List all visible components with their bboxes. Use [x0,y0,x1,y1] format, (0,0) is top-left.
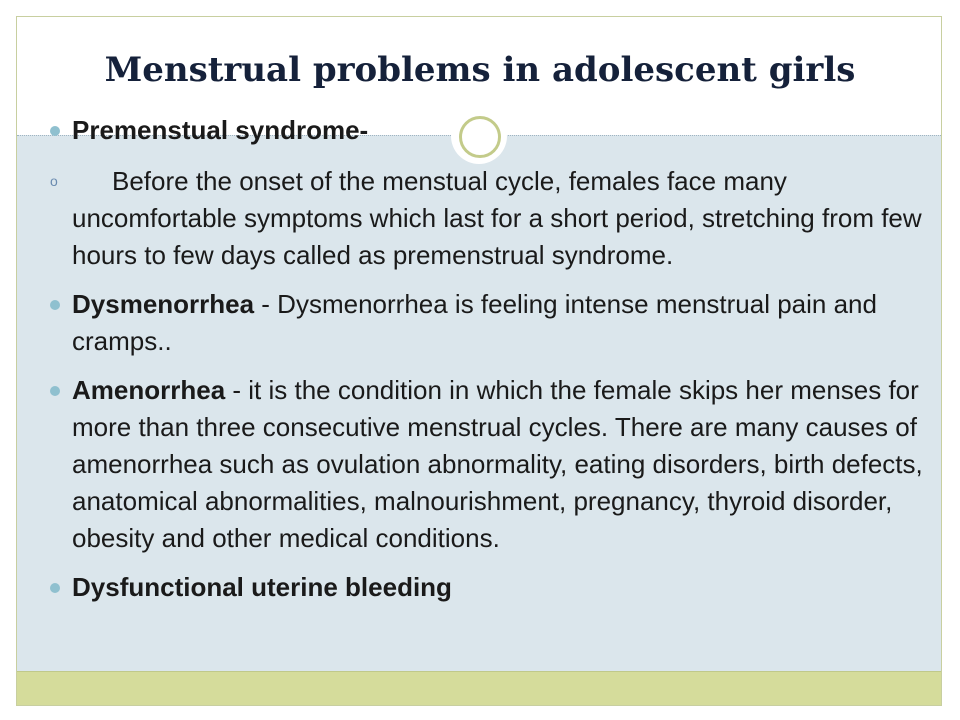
slide-content [50,112,930,606]
sub-item-premenstrual-description [50,163,930,274]
circle-ornament-icon [459,116,501,158]
bullet-icon [50,583,60,593]
list-item-dysmenorrhea [50,286,930,360]
item-term: Dysfunctional uterine bleeding [72,572,452,602]
bullet-icon [50,300,60,310]
list-item-amenorrhea [50,372,930,557]
sub-bullet-icon: o [50,173,58,189]
item-term: Premenstual syndrome- [72,115,369,145]
item-text: - Dysmenorrhea is feeling intense menstrual pain and cramps.. [72,289,877,356]
slide-title: Menstrual problems in adolescent girls [104,50,856,90]
list-item-dysfunctional-uterine-bleeding [50,569,930,606]
sub-item-text: Before the onset of the menstual cycle, females face many uncomfortable symptoms which last for a short period, stretching from few hours to few days called as premenstrual syndrome. [72,166,922,270]
item-text: - it is the condition in which the female skips her menses for more than three consecutive menstrual cycles. There are many causes of amenorrhea such as ovulation abnormality, eating disorders, birth defects, anatomical abnormalities, malnourishment, pregnancy, thyroid disorder, obesity and other medical conditions. [72,375,923,553]
bullet-icon [50,386,60,396]
bullet-icon [50,126,60,136]
item-term: Dysmenorrhea [72,289,255,319]
item-term: Amenorrhea [72,375,226,405]
